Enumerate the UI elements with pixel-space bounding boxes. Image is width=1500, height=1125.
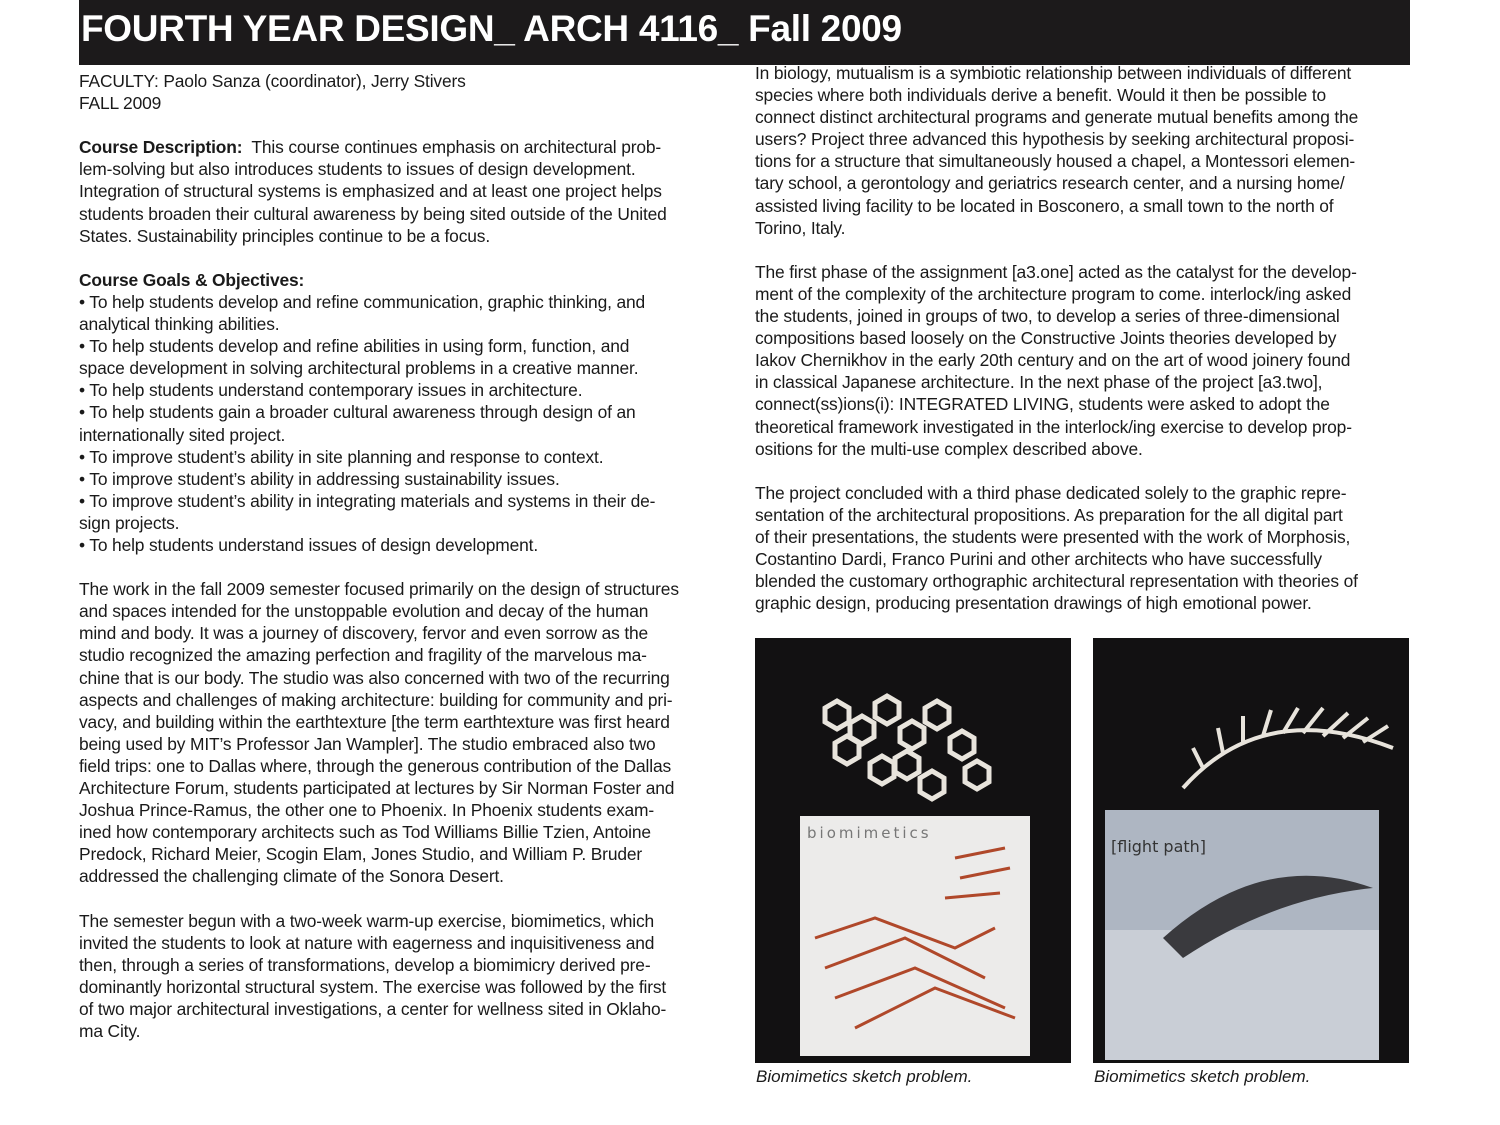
paragraph (755, 482, 1410, 615)
text-line: in classical Japanese architecture. In the next phase of the project [a3.two], (755, 372, 1323, 393)
page-title: FOURTH YEAR DESIGN_ ARCH 4116_ Fall 2009 (81, 8, 902, 49)
text-line: • To help students develop and refine abilities in using form, function, and (79, 336, 630, 357)
paragraph (79, 70, 729, 114)
text-line: Costantino Dardi, Franco Purini and other architects who have successfully (755, 549, 1322, 570)
text-line: mind and body. It was a journey of discovery, fervor and even sorrow as the (79, 623, 649, 644)
biomimetics-model-photo-1 (755, 638, 1071, 1063)
text-line (79, 136, 729, 158)
poster-title: biomimetics (807, 824, 932, 842)
text-line: connect(ss)ions(i): INTEGRATED LIVING, students were asked to adopt the (755, 394, 1330, 415)
text-line: dominantly horizontal structural system. The exercise was followed by the first (79, 976, 667, 997)
text-line: studio recognized the amazing perfection and fragility of the marvelous ma- (79, 645, 647, 666)
text-line: The semester begun with a two-week warm-up exercise, biomimetics, which (79, 910, 655, 931)
text-line: blended the customary orthographic architectural representation with theories of (755, 571, 1358, 592)
right-column (755, 62, 1410, 636)
text-line: • To improve student’s ability in addressing sustainability issues. (79, 468, 560, 489)
text-line: ositions for the multi-use complex described above. (755, 438, 1143, 459)
text-line: ment of the complexity of the architecture program to come. interlock/ing asked (755, 283, 1352, 304)
text-line: • To help students develop and refine communication, graphic thinking, and (79, 291, 646, 312)
text-line: the students, joined in groups of two, to develop a series of three-dimensional (755, 306, 1340, 327)
flight-path-model-photo (1093, 638, 1409, 1063)
text-line: FACULTY: Paolo Sanza (coordinator), Jerry Stivers (79, 71, 466, 91)
text-line: • To improve student’s ability in site planning and response to context. (79, 446, 604, 467)
text-line: sign projects. (79, 512, 180, 533)
text-line: users? Project three advanced this hypothesis by seeking architectural proposi- (755, 129, 1355, 150)
text-line: • To help students understand contemporary issues in architecture. (79, 380, 583, 401)
text-line (79, 269, 729, 291)
text-line: lem-solving but also introduces students to issues of design development. (79, 159, 636, 180)
text-line: • To help students understand issues of design development. (79, 534, 539, 555)
text-line: tions for a structure that simultaneously housed a chapel, a Montessori elemen- (755, 151, 1356, 172)
text-line: Architecture Forum, students participated at lectures by Sir Norman Foster and (79, 778, 675, 798)
text-line: chine that is our body. The studio was also concerned with two of the recurring (79, 667, 670, 688)
paragraph (755, 62, 1410, 239)
left-column (79, 70, 729, 1064)
text-line: of two major architectural investigations, a center for wellness sited in Oklaho- (79, 998, 667, 1019)
text-line: theoretical framework investigated in the interlock/ing exercise to develop prop- (755, 416, 1352, 437)
text-line: analytical thinking abilities. (79, 314, 280, 335)
text-line: assisted living facility to be located in Bosconero, a small town to the north of (755, 195, 1334, 216)
text-line: In biology, mutualism is a symbiotic relationship between individuals of different (755, 63, 1352, 83)
text-line: The project concluded with a third phase dedicated solely to the graphic repre- (755, 482, 1347, 503)
section-heading: Course Description: (79, 137, 243, 158)
text-span: This course continues emphasis on architectural prob- (242, 137, 662, 158)
text-line: of their presentations, the students were presented with the work of Morphosis, (755, 526, 1351, 547)
paragraph (79, 910, 729, 1043)
paragraph (79, 578, 729, 887)
paragraph (755, 261, 1410, 460)
figure-caption: Biomimetics sketch problem. (1094, 1067, 1311, 1086)
text-line: • To improve student’s ability in integrating materials and systems in their de- (79, 490, 656, 511)
text-line: internationally sited project. (79, 424, 286, 445)
text-line: Torino, Italy. (755, 217, 846, 238)
text-line: Iakov Chernikhov in the early 20th century and on the art of wood joinery found (755, 350, 1351, 371)
text-line: vacy, and building within the earthtexture [the term earthtexture was first heard (79, 711, 670, 732)
text-line: connect distinct architectural programs and generate mutual benefits among the (755, 107, 1359, 128)
text-line: ma City. (79, 1021, 141, 1042)
text-line: FALL 2009 (79, 93, 162, 114)
text-line: compositions based loosely on the Constructive Joints theories developed by (755, 328, 1337, 349)
text-line: field trips: one to Dallas where, through the generous contribution of the Dallas (79, 755, 672, 776)
text-line: students broaden their cultural awareness by being sited outside of the United (79, 203, 667, 224)
paragraph (79, 269, 729, 556)
text-line: addressed the challenging climate of the Sonora Desert. (79, 866, 504, 887)
section-heading: Course Goals & Objectives: (79, 269, 305, 290)
text-line: graphic design, producing presentation drawings of high emotional power. (755, 593, 1312, 614)
text-line: ined how contemporary architects such as Tod Williams Billie Tzien, Antoine (79, 822, 651, 843)
text-line: The work in the fall 2009 semester focused primarily on the design of structures (79, 579, 679, 600)
text-line: • To help students gain a broader cultural awareness through design of an (79, 402, 636, 423)
text-line: sentation of the architectural propositions. As preparation for the all digital part (755, 504, 1343, 525)
title-bar (79, 0, 1410, 65)
text-line: being used by MIT’s Professor Jan Wampler]. The studio embraced also two (79, 733, 656, 754)
text-line: Predock, Richard Meier, Scogin Elam, Jones Studio, and William P. Bruder (79, 844, 643, 865)
poster-title: [flight path] (1111, 837, 1207, 856)
text-line: species where both individuals derive a benefit. Would it then be possible to (755, 85, 1327, 106)
text-line: aspects and challenges of making architecture: building for community and pri- (79, 689, 673, 710)
text-line: The first phase of the assignment [a3.one] acted as the catalyst for the develop- (755, 261, 1357, 282)
text-line: Joshua Prince-Ramus, the other one to Phoenix. In Phoenix students exam- (79, 800, 655, 821)
text-line: tary school, a gerontology and geriatrics research center, and a nursing home/ (755, 173, 1345, 194)
paragraph (79, 136, 729, 246)
text-line: then, through a series of transformations, develop a biomimicry derived pre- (79, 954, 651, 975)
text-line: space development in solving architectural problems in a creative manner. (79, 358, 639, 379)
text-line: and spaces intended for the unstoppable evolution and decay of the human (79, 601, 649, 622)
text-line: invited the students to look at nature with eagerness and inquisitiveness and (79, 932, 655, 953)
figure-caption: Biomimetics sketch problem. (756, 1067, 973, 1086)
text-line: Integration of structural systems is emphasized and at least one project helps (79, 181, 662, 202)
text-line: States. Sustainability principles continue to be a focus. (79, 225, 490, 246)
